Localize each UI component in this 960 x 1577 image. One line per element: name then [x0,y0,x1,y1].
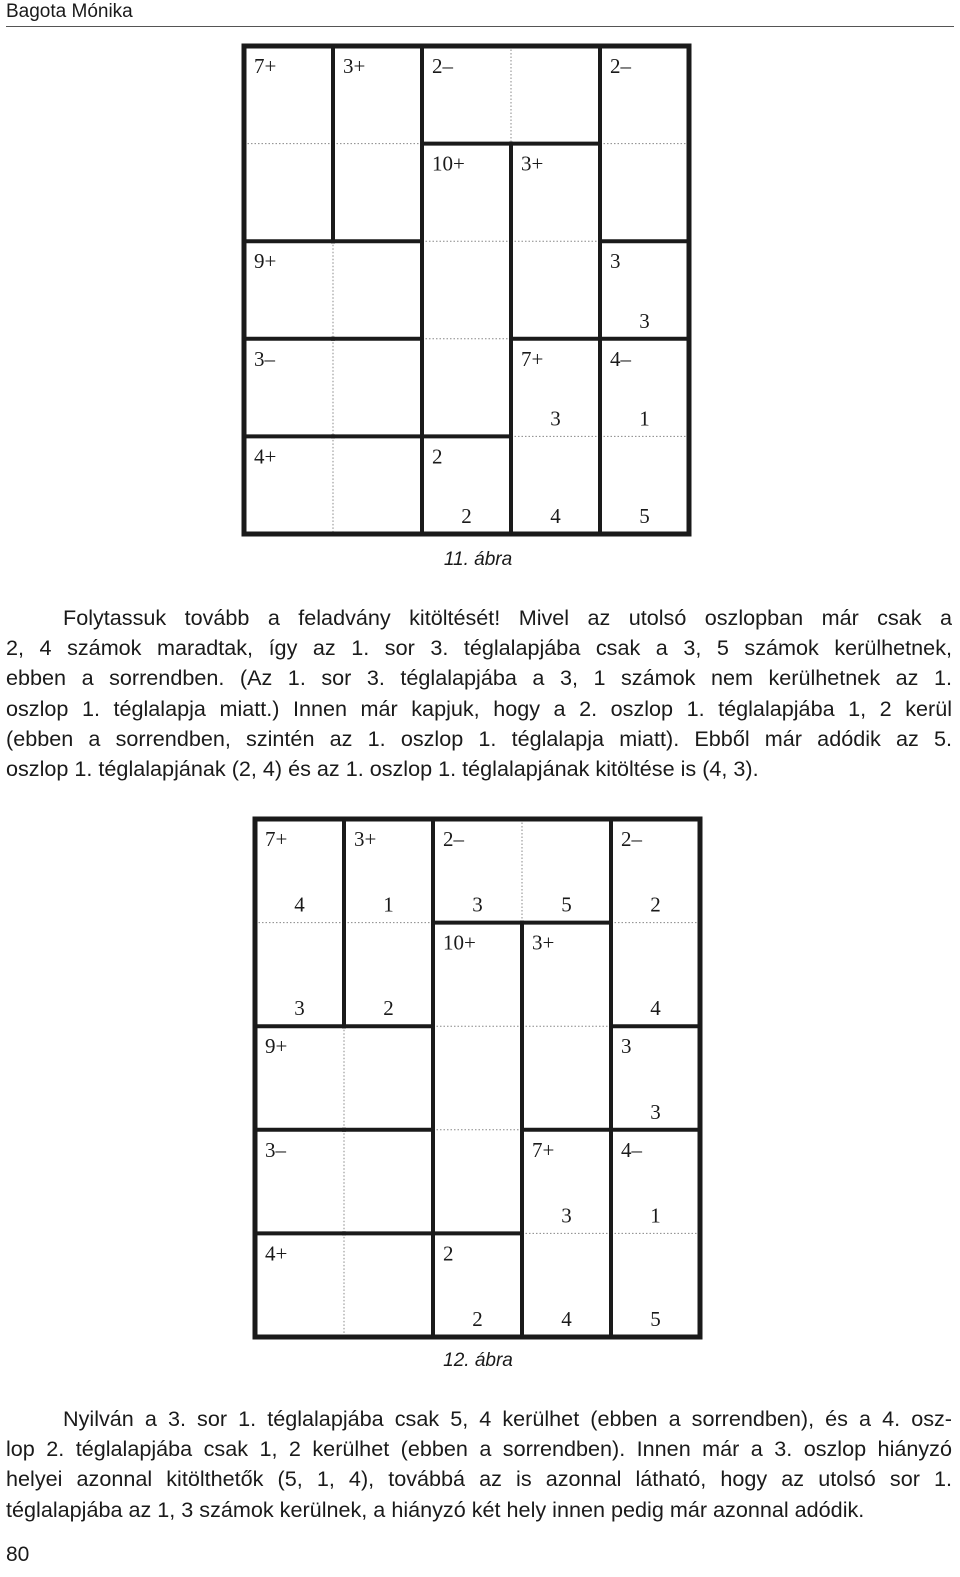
fig12-cell-value: 3 [472,892,483,917]
fig12-cell-value: 5 [561,892,572,917]
fig11-cage-label: 2– [610,54,631,78]
fig12-cell-value: 4 [561,1307,572,1331]
fig12-cell-value: 2 [472,1307,483,1331]
fig12-cell-value: 4 [294,892,305,917]
fig12-cage-label: 2– [621,827,642,851]
fig11-cell-value: 1 [639,406,650,431]
fig11-cell-value: 2 [461,504,472,528]
fig12-cell-value: 4 [650,996,661,1021]
paragraph-2-line: helyei azonnal kitölthetők (5, 1, 4), továbbá az is azonnal látható, hogy az utolsó sor 1. [6,1466,952,1492]
fig12-cell-value: 3 [650,1099,661,1124]
fig12-cage-label: 7+ [532,1137,555,1162]
fig11-cell-value: 3 [550,406,561,431]
paragraph-1-line: 2, 4 számok maradtak, így az 1. sor 3. téglalapjába csak a 3, 5 számok kerülhetnek, [6,635,952,661]
fig12-cell-value: 5 [650,1307,661,1331]
figure-12-caption: 12. ábra [443,1350,513,1371]
fig12-cage-label: 3+ [532,930,555,955]
fig12-cage-label: 10+ [443,930,476,955]
fig12-cage-label: 2 [443,1241,454,1266]
fig11-cell-value: 3 [639,308,650,333]
fig12-cell-value: 3 [294,996,305,1021]
fig11-cage-label: 4+ [254,444,277,469]
fig11-cage-label: 7+ [521,346,544,371]
fig12-cell-value: 2 [383,996,394,1021]
running-header-author: Bagota Mónika [6,1,133,22]
fig11-cage-label: 2– [432,54,453,78]
fig11-cage-label: 3 [610,249,621,274]
fig12-cell-value: 3 [561,1203,572,1228]
fig12-cage-label: 4– [621,1137,642,1162]
paragraph-2-line: Nyilván a 3. sor 1. téglalapjába csak 5, 4 kerülhet (ebben a sorrendben), és a 4. osz- [63,1406,952,1431]
fig12-cage-label: 3+ [354,827,377,851]
paragraph-1-line: (ebben a sorrendben, szintén az 1. oszlop 1. téglalapja miatt). Ebből már adódik az 5. [6,725,952,751]
fig11-cage-label: 9+ [254,249,277,274]
fig11-cage-label: 10+ [432,151,465,176]
fig11-cage-label: 3– [254,346,275,371]
fig12-cell-value: 1 [650,1203,661,1228]
paragraph-1-line: oszlop 1. téglalapja miatt.) Innen már kapjuk, hogy a 2. oszlop 1. téglalapjába 1, 2 kerül [6,695,952,721]
fig12-cage-label: 4+ [265,1241,288,1266]
fig12-cage-label: 2– [443,827,464,851]
fig12-cage-label: 9+ [265,1034,288,1059]
fig12-cage-label: 3– [265,1137,286,1162]
fig12-cell-value: 2 [650,892,661,917]
paragraph-2 [6,1404,952,1525]
paragraph-2-line: téglalapjába az 1, 3 számok kerülnek, a hiányzó két hely innen pedig már azonnal adódik. [6,1496,865,1522]
page-number: 80 [6,1543,30,1566]
fig12-cage-label: 7+ [265,827,288,851]
paragraph-1-line: ebben a sorrendben. (Az 1. sor 3. téglalapjába a 3, 1 számok nem kerülhetnek az 1. [6,665,952,691]
fig12-cage-label: 3 [621,1034,632,1059]
figure-11-caption: 11. ábra [443,549,513,570]
fig11-cage-label: 2 [432,444,443,469]
fig12-cell-value: 1 [383,892,394,917]
paragraph-1-line: Folytassuk tovább a feladvány kitöltését! Mivel az utolsó oszlopban már csak a [63,605,952,630]
paragraph-2-line: lop 2. téglalapjába csak 1, 2 kerülhet (ebben a sorrendben). Innen már a 3. oszlop hiányzó [6,1436,952,1462]
fig11-cage-label: 7+ [254,54,277,78]
fig11-cell-value: 5 [639,504,650,528]
fig11-cell-value: 4 [550,504,561,528]
fig11-cage-label: 3+ [521,151,544,176]
fig11-cage-label: 3+ [343,54,366,78]
fig11-cage-label: 4– [610,346,631,371]
paragraph-1-line: oszlop 1. téglalapjának (2, 4) és az 1. oszlop 1. téglalapjának kitöltése is (4, 3). [6,756,759,782]
